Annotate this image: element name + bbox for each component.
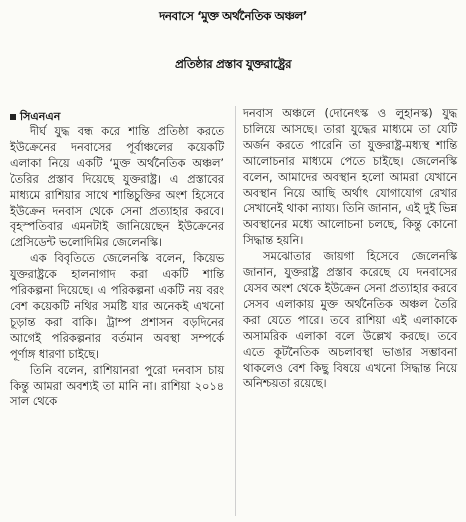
column-divider [235, 106, 236, 516]
headline-line-2: প্রতিষ্ঠার প্রস্তাব যুক্তরাষ্ট্রের [174, 57, 292, 71]
paragraph: দীর্ঘ যুদ্ধ বন্ধ করে শান্তি প্রতিষ্ঠা করতে ইউক্রেনের দনবাসের পূর্বাঞ্চলের কয়েকটি এলাকা নিয়ে একটি ‘মুক্ত অর্থনৈতিক অঞ্চল’ তৈরির প্রস্তাব দিয়েছে যুক্তরাষ্ট্র। এ প্রস্তাবের মাধ্যমে রাশিয়ার সাথে শান্তিচুক্তির অংশ হিসেবে ইউক্রেন দনবাস থেকে সেনা প্রত্যাহার করবে। বৃহস্পতিবার এমনটাই জানিয়েছেন ইউক্রেনের প্রেসিডেন্ট ভলোদিমির জেলেনস্কি। [10, 125, 224, 250]
paragraph: দনবাস অঞ্চলে (দোনেৎস্ক ও লুহানস্ক) যুদ্ধ চালিয়ে আসছে। তারা যুদ্ধের মাধ্যমে তা যেটি অর্জন করতে পারেনি তা যুক্তরাষ্ট্র-মধ্যস্থ শান্তি আলোচনার মাধ্যমে পেতে চাইছে। জেলেনস্কি বলেন, আমাদের অবস্থান হলো আমরা যেখানে অবস্থান নিয়ে আছি অর্থাৎ যোগাযোগ রেখার সেখানেই থাকা ন্যায্য। তিনি জানান, এই দুই ভিন্ন অবস্থানের মধ্যে আলোচনা চলছে, কিন্তু কোনো সিদ্ধান্ত হয়নি। [243, 107, 457, 248]
bullet-square-icon [10, 114, 16, 120]
paragraph: এক বিবৃতিতে জেলেনস্কি বলেন, কিয়েভ যুক্তরাষ্ট্রকে হালনাগাদ করা একটি শান্তি পরিকল্পনা দিয়েছে। এ পরিকল্পনা একটি নয় বরং বেশ কয়েকটি নথির সমষ্টি যার অনেকই এখনো চূড়ান্ত করা বাকি। ট্রাম্প প্রশাসন বড়দিনের আগেই পরিকল্পনার বর্তমান অবস্থা সম্পর্কে পূর্ণাঙ্গ ধারণা চাইছে। [10, 252, 224, 361]
article-column-right [243, 106, 457, 392]
paragraph: সমঝোতার জায়গা হিসেবে জেলেনস্কি জানান, যুক্তরাষ্ট্র প্রস্তাব করেছে যে দনবাসের যেসব অংশ থেকে ইউক্রেন সেনা প্রত্যাহার করবে সেসব এলাকায় মুক্ত অর্থনৈতিক অঞ্চল তৈরি করা যেতে পারে। তবে রাশিয়া এই এলাকাকে অসামরিক এলাকা বলে উল্লেখ করছে। তবে এতে কূটনৈতিক অচলাবস্থা ভাঙার সম্ভাবনা থাকলেও বেশ কিছু বিষয়ে এখনো সিদ্ধান্ত নিয়ে অনিশ্চয়তা রয়েছে। [243, 250, 457, 391]
article-column-left [10, 124, 224, 410]
headline-line-1: দনবাসে ‘মুক্ত অর্থনৈতিক অঞ্চল’ [159, 9, 307, 23]
source-label: সিএনএন [20, 110, 61, 123]
paragraph: তিনি বলেন, রাশিয়ানরা পুরো দনবাস চায় কিন্তু আমরা অবশ্যই তা মানি না। রাশিয়া ২০১৪ সাল থেকে [10, 363, 224, 409]
